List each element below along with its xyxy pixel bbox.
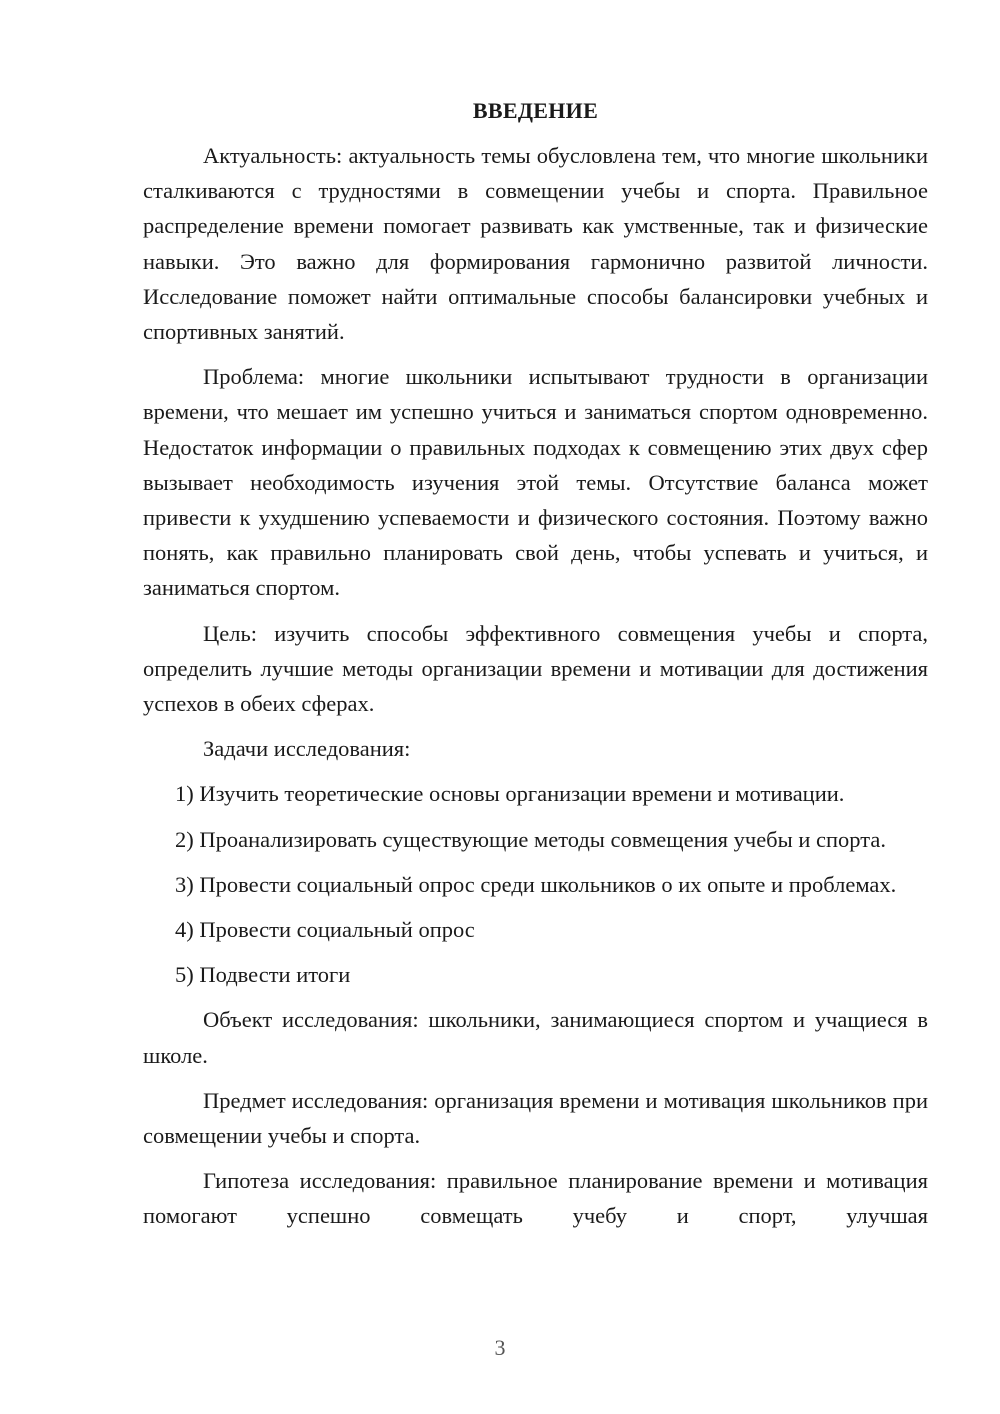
- paragraph-tasks-heading: Задачи исследования:: [203, 736, 411, 762]
- paragraph-hypothesis: Гипотеза исследования: правильное планирование времени и мотивация помогают успешно совмещать учебу и спорт, улучшая: [143, 1168, 928, 1229]
- paragraph-goal: Цель: изучить способы эффективного совмещения учебы и спорта, определить лучшие методы организации времени и мотивации для достижения успехов в обеих сферах.: [143, 620, 928, 717]
- task-item-5: 5) Подвести итоги: [175, 962, 351, 988]
- paragraph-subject: Предмет исследования: организация времени и мотивация школьников при совмещении учебы и спорта.: [143, 1087, 928, 1149]
- task-item-2: 2) Проанализировать существующие методы совмещения учебы и спорта.: [175, 826, 886, 852]
- page-title: ВВЕДЕНИЕ: [472, 98, 599, 123]
- paragraph-problem: Проблема: многие школьники испытывают трудности в организации времени, что мешает им успешно учиться и заниматься спортом одновременно. Недостаток информации о правильных подходах к совмещению этих двух сфер вызывает необходимость изучения этой темы. Отсутствие баланса может привести к ухудшению успеваемости и физического состояния. Поэтому важно понять, как правильно планировать свой день, чтобы успевать и учиться, и заниматься спортом.: [143, 364, 928, 601]
- task-item-1: 1) Изучить теоретические основы организации времени и мотивации.: [175, 781, 845, 807]
- task-item-3: 3) Провести социальный опрос среди школьников о их опыте и проблемах.: [175, 871, 897, 897]
- task-item-4: 4) Провести социальный опрос: [175, 917, 475, 943]
- paragraph-object: Объект исследования: школьники, занимающиеся спортом и учащиеся в школе.: [143, 1007, 928, 1068]
- document-page: [143, 96, 928, 1244]
- paragraph-relevance: Актуальность: актуальность темы обусловлена тем, что многие школьники сталкиваются с трудностями в совмещении учебы и спорта. Правильное распределение времени помогает развивать как умственные, так и физические навыки. Это важно для формирования гармонично развитой личности. Исследование поможет найти оптимальные способы балансировки учебных и спортивных занятий.: [143, 143, 928, 345]
- page-number: 3: [494, 1335, 506, 1360]
